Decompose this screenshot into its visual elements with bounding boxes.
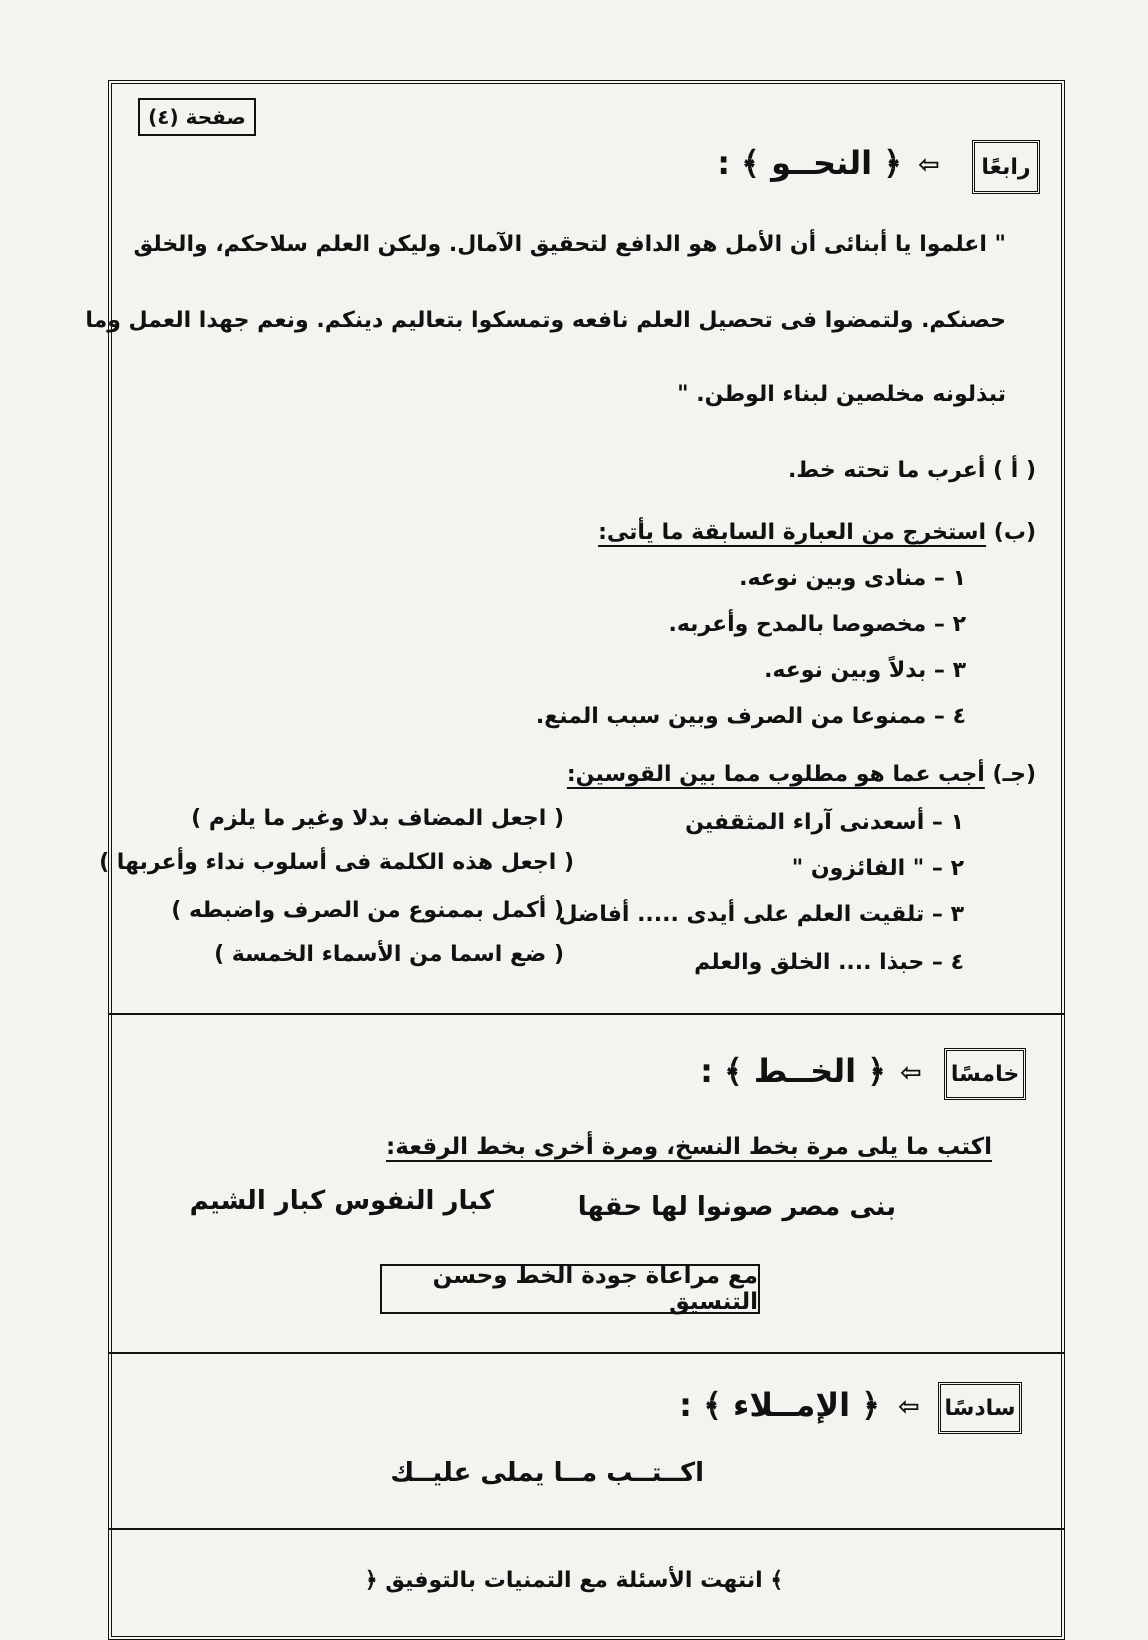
arrow-left-icon: ⇦ [900,1058,922,1088]
question-c-prefix: (جـ) [992,762,1036,787]
footer-closing: ﴾ انتهت الأسئلة مع التمنيات بالتوفيق ﴿ [364,1568,784,1593]
question-b-item-1: ١ – منادى وبين نوعه. [739,566,966,591]
question-c-item-1-sentence: ١ – أسعدنى آراء المثقفين [685,810,964,835]
arrow-left-icon: ⇦ [898,1392,920,1422]
question-c-item-4-instruction: ( ضع اسما من الأسماء الخمسة ) [214,942,564,967]
question-b-item-2: ٢ – مخصوصا بالمدح وأعربه. [668,612,966,637]
question-c-text: أجب عما هو مطلوب مما بين القوسين: [566,762,985,787]
calligraphy-note-box: مع مراعاة جودة الخط وحسن التنسيق [380,1264,760,1314]
passage-line-2: حصنكم. ولتمضوا فى تحصيل العلم نافعه وتمسكوا بتعاليم دينكم. ونعم جهدا العمل وما [85,308,1006,333]
verse-left: كبار النفوس كبار الشيم [189,1186,494,1216]
section6-title: ﴿ الإمــلاء ﴾ : [679,1386,880,1424]
section-divider [108,1352,1065,1354]
question-c-item-3-sentence: ٣ – تلقيت العلم على أيدى ..... أفاضل [558,902,964,927]
verse-right: بنى مصر صونوا لها حقها [577,1192,896,1222]
question-a: ( أ ) أعرب ما تحته خط. [787,458,1036,483]
question-c [567,762,1036,787]
page-number-label: صفحة (٤) [138,98,256,136]
question-b-item-3: ٣ – بدلاً وبين نوعه. [764,658,966,683]
question-b-prefix: (ب) [993,520,1036,545]
section5-instruction: اكتب ما يلى مرة بخط النسخ، ومرة أخرى بخط الرقعة: [386,1134,992,1160]
section5-title: ﴿ الخــط ﴾ : [700,1052,886,1090]
question-c-item-4-sentence: ٤ – حبذا .... الخلق والعلم [694,950,964,975]
arrow-left-icon: ⇦ [918,150,940,180]
dictation-instruction: اكــتــب مــا يملى عليــك [390,1458,704,1488]
passage-line-3: تبذلونه مخلصين لبناء الوطن. " [677,382,1006,407]
question-b-text: استخرج من العبارة السابقة ما يأتى: [598,520,987,545]
question-b-item-4: ٤ – ممنوعا من الصرف وبين سبب المنع. [535,704,966,729]
section4-title: ﴿ النحــو ﴾ : [717,144,902,182]
section5-label-box: خامسًا [944,1048,1026,1100]
section6-label-box: سادسًا [938,1382,1022,1434]
question-c-item-2-instruction: ( اجعل هذه الكلمة فى أسلوب نداء وأعربها ) [99,850,574,875]
question-c-item-3-instruction: ( أكمل بممنوع من الصرف واضبطه ) [171,898,564,923]
question-c-item-1-instruction: ( اجعل المضاف بدلا وغير ما يلزم ) [191,806,564,831]
section-divider [108,1013,1065,1015]
section4-label-box: رابعًا [972,140,1040,194]
passage-line-1: " اعلموا يا أبنائى أن الأمل هو الدافع لتحقيق الآمال. وليكن العلم سلاحكم، والخلق [133,232,1006,257]
question-c-item-2-sentence: ٢ – " الفائزون " [791,856,964,881]
question-b [598,520,1036,545]
section-divider [108,1528,1065,1530]
